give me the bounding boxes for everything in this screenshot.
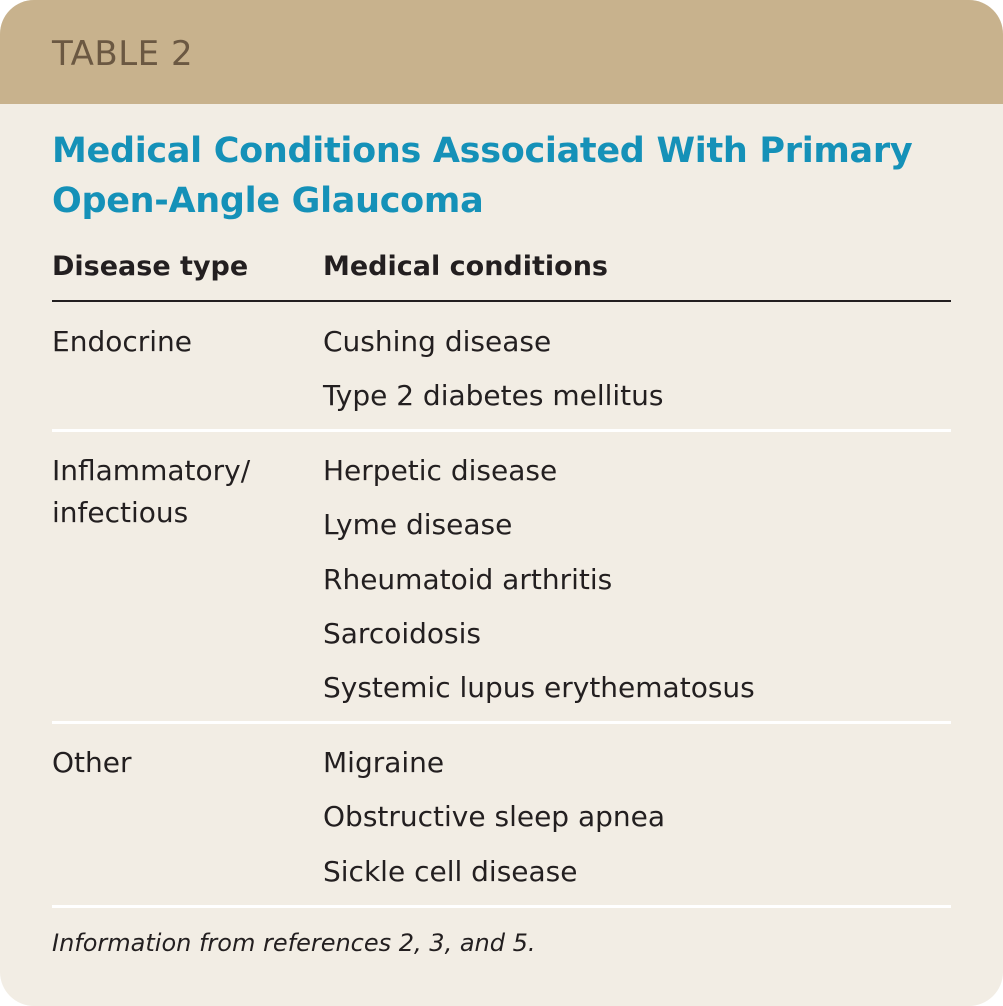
condition-migraine: Migraine	[323, 746, 445, 779]
condition-sarcoidosis: Sarcoidosis	[323, 617, 481, 650]
condition-type-2-diabetes: Type 2 diabetes mellitus	[323, 379, 664, 412]
condition-herpetic-disease: Herpetic disease	[323, 454, 558, 487]
column-header-disease-type: Disease type	[52, 251, 249, 282]
disease-type-other: Other	[52, 746, 132, 779]
row-divider	[52, 905, 951, 908]
footnote: Information from references 2, 3, and 5.	[52, 929, 536, 957]
disease-type-infectious: infectious	[52, 496, 189, 529]
condition-cushing-disease: Cushing disease	[323, 325, 552, 358]
column-header-medical-conditions: Medical conditions	[323, 251, 609, 282]
disease-type-endocrine: Endocrine	[52, 325, 192, 358]
condition-obstructive-sleep-apnea: Obstructive sleep apnea	[323, 800, 666, 833]
row-divider	[52, 721, 951, 724]
disease-type-inflammatory: Inflammatory/	[52, 454, 251, 487]
condition-rheumatoid-arthritis: Rheumatoid arthritis	[323, 563, 613, 596]
table-title: Medical Conditions Associated With Primary Open-Angle Glaucoma	[52, 131, 913, 221]
condition-lyme-disease: Lyme disease	[323, 508, 513, 541]
condition-systemic-lupus: Systemic lupus erythematosus	[323, 671, 755, 704]
header-divider	[52, 300, 951, 302]
table-label: TABLE 2	[52, 34, 194, 74]
condition-sickle-cell-disease: Sickle cell disease	[323, 855, 578, 888]
row-divider	[52, 429, 951, 432]
